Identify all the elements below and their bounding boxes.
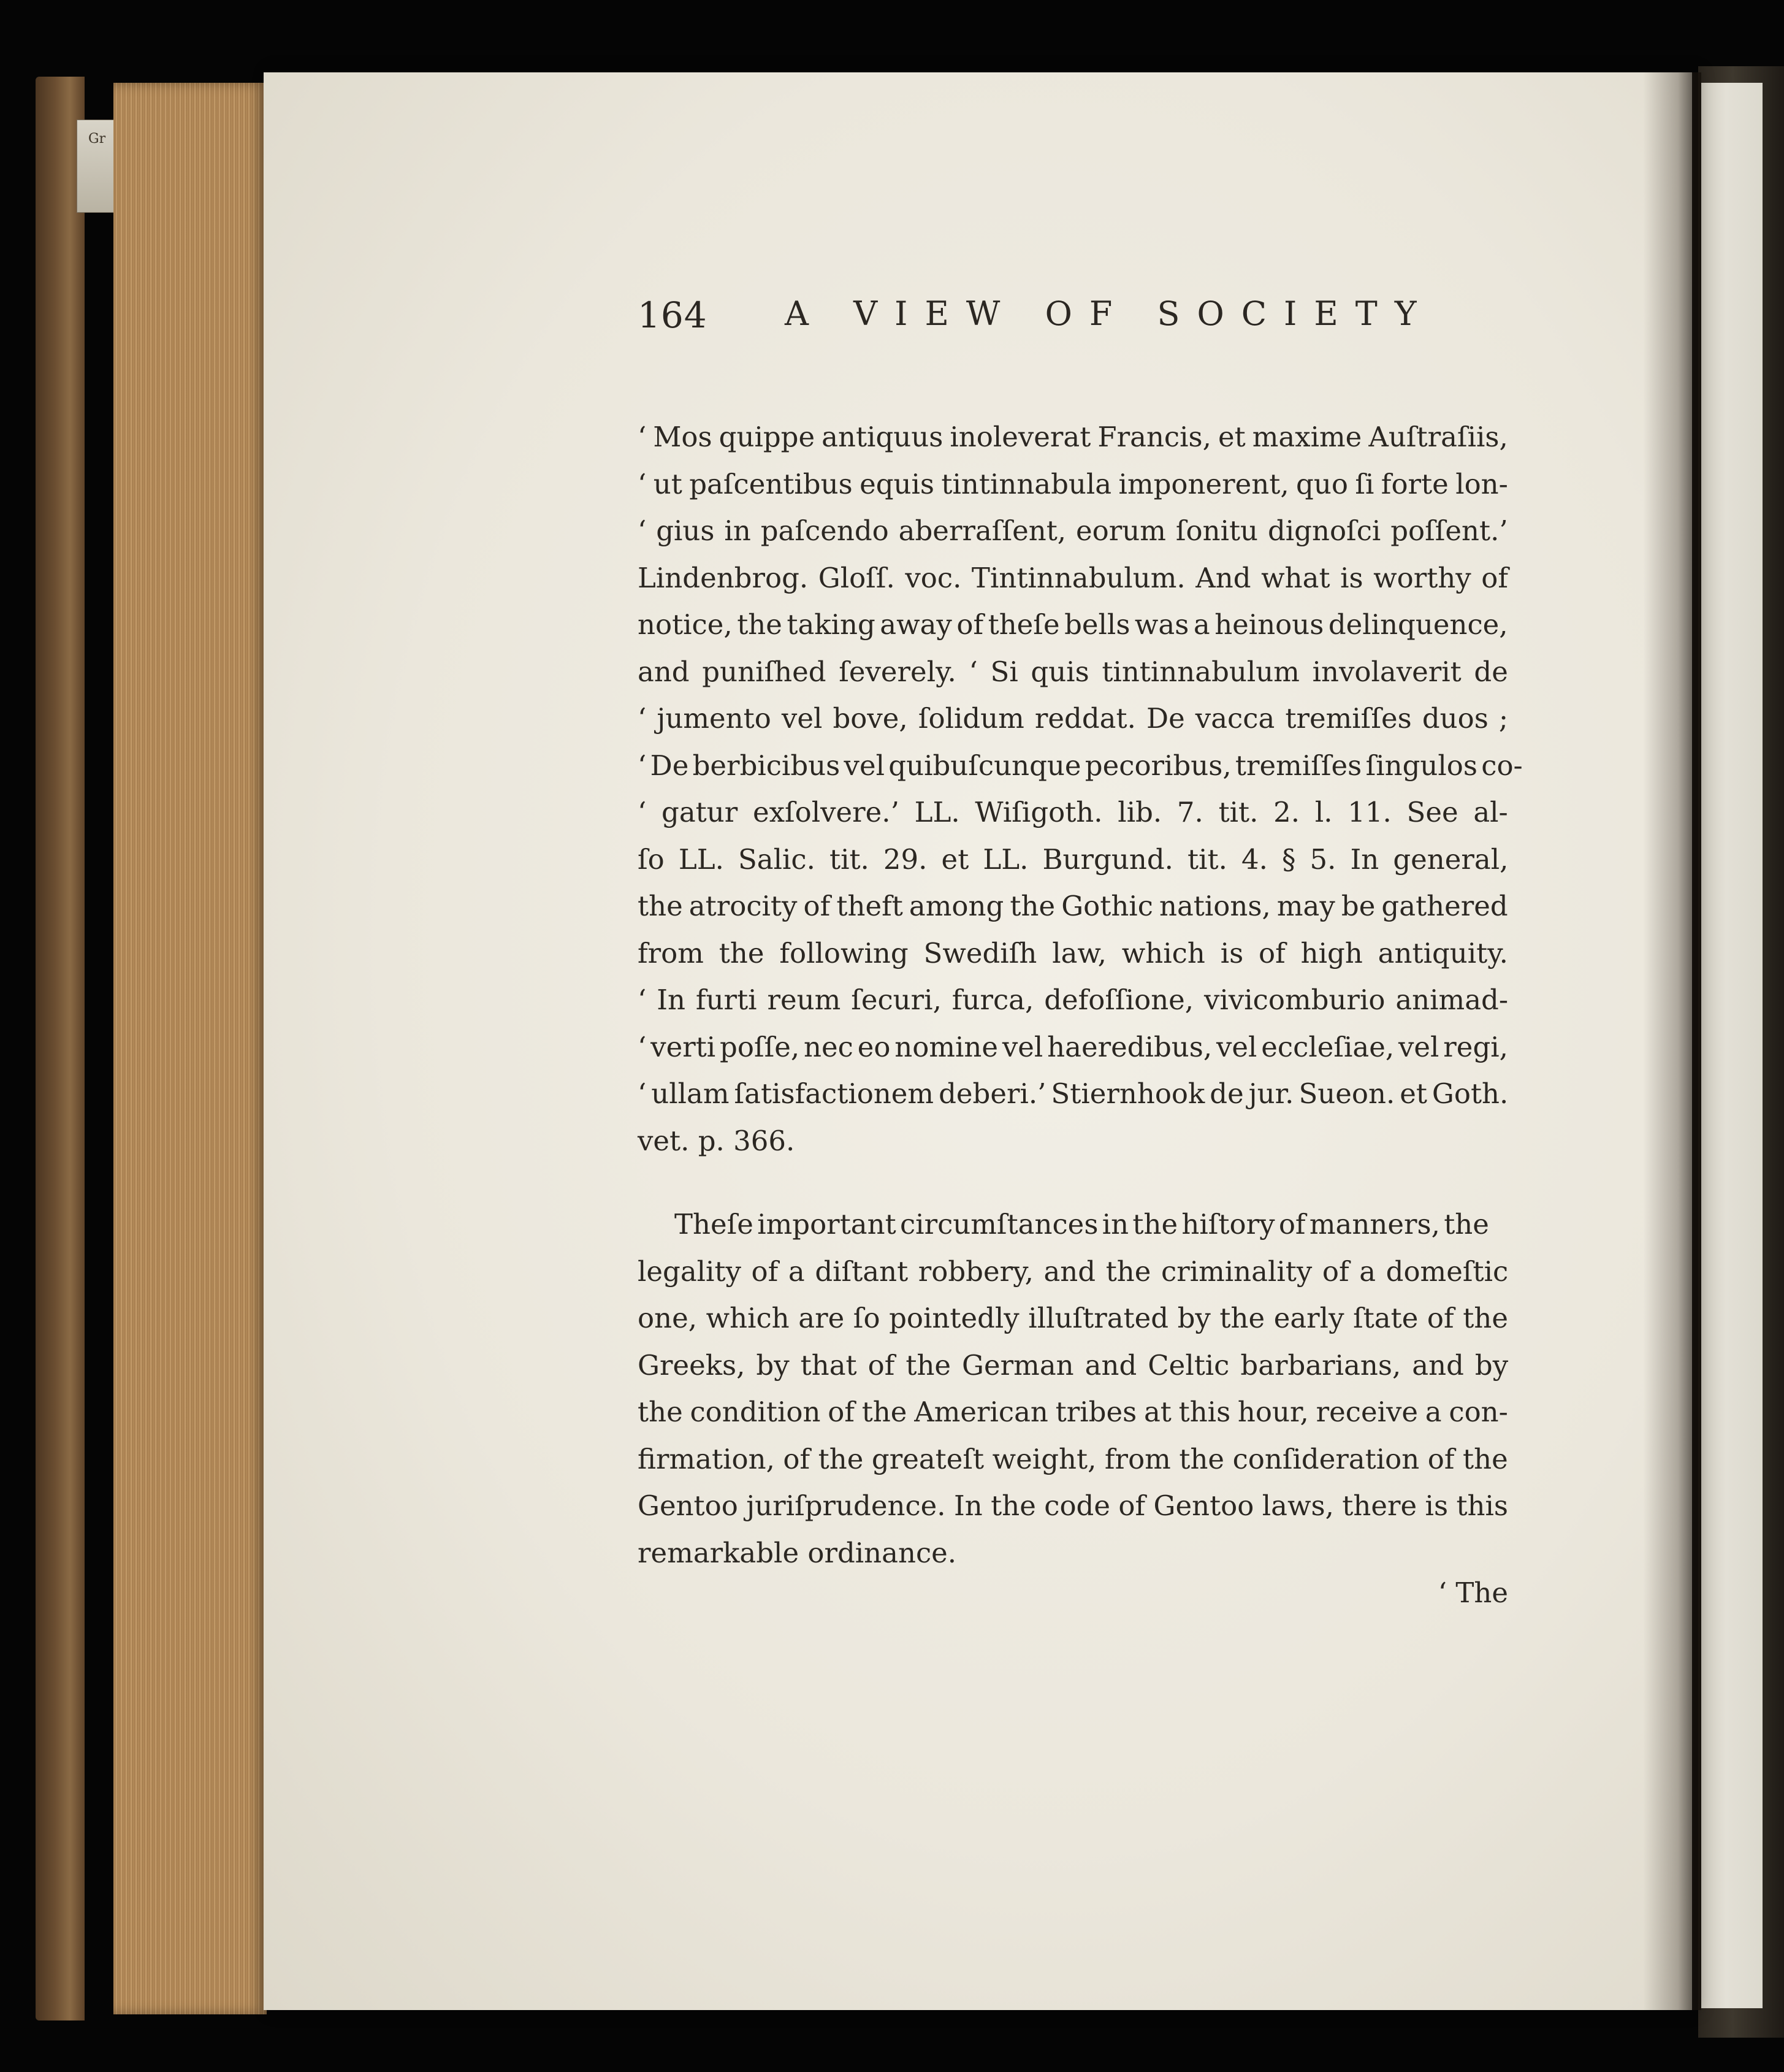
text-line: ‘ ullam ſatisfactionem deberi.’ Stiernhook de jur. Sueon. et Goth. xyxy=(638,1077,1509,1110)
text-line: Greeks, by that of the German and Celtic barbarians, and by xyxy=(638,1348,1509,1382)
text-line: vet. p. 366. xyxy=(638,1124,795,1157)
gutter-shadow xyxy=(1643,72,1701,2010)
running-title: A VIEW OF SOCIETY xyxy=(785,294,1434,333)
page-text-block xyxy=(638,288,1523,1609)
page-number: 164 xyxy=(638,294,707,336)
text-line: firmation, of the greateſt weight, from the conſideration of the xyxy=(638,1442,1508,1475)
text-line: ſo LL. Salic. tit. 29. et LL. Burgund. tit. 4. § 5. In general, xyxy=(638,843,1509,876)
text-line: ‘ gius in paſcendo aberraſſent, eorum ſonitu dignoſci poſſent.’ xyxy=(638,514,1508,547)
left-cover-board xyxy=(36,77,85,2020)
text-line: Theſe important circumſtances in the hiſtory of manners, the xyxy=(674,1208,1489,1241)
text-line: ‘ De berbicibus vel quibuſcunque pecoribus, tremiſſes ſingulos co- xyxy=(638,749,1523,782)
text-line: ‘ jumento vel bove, ſolidum reddat. De vacca tremiſſes duos ; xyxy=(638,702,1509,735)
text-line: ‘ gatur exſolvere.’ LL. Wiſigoth. lib. 7. tit. 2. l. 11. See al- xyxy=(638,796,1508,828)
running-header xyxy=(638,288,1508,343)
text-line: the condition of the American tribes at this hour, receive a con- xyxy=(638,1396,1508,1428)
page-edges-left xyxy=(113,83,267,2014)
spine-label-text: Gr xyxy=(88,131,106,147)
text-line: Gentoo juriſprudence. In the code of Gentoo laws, there is this xyxy=(638,1489,1508,1522)
text-line: legality of a diſtant robbery, and the criminality of a domeſtic xyxy=(638,1255,1509,1288)
spine-label-slip xyxy=(77,120,116,213)
text-line: notice, the taking away of theſe bells was a heinous delinquence, xyxy=(638,608,1508,641)
text-line: remarkable ordinance. xyxy=(638,1536,957,1569)
facing-page-edge xyxy=(1701,83,1763,2008)
text-line: ‘ Mos quippe antiquus inoleverat Francis, et maxime Auſtraſiis, xyxy=(638,421,1508,453)
text-line: ‘ In furti reum ſecuri, furca, defoſſione, vivicomburio animad- xyxy=(638,984,1509,1016)
text-line: and puniſhed ſeverely. ‘ Si quis tintinnabulum involaverit de xyxy=(638,655,1508,688)
footnote-quotation xyxy=(638,414,1523,1164)
text-line: the atrocity of theft among the Gothic nations, may be gathered xyxy=(638,890,1508,922)
body-paragraph xyxy=(638,1201,1508,1577)
text-line: ‘ verti poſſe, nec eo nomine vel haeredibus, vel eccleſiae, vel regi, xyxy=(638,1030,1508,1063)
catchword: ‘ The xyxy=(1438,1577,1508,1609)
text-line: one, which are ſo pointedly illuſtrated by the early ſtate of the xyxy=(638,1302,1508,1334)
text-line: ‘ ut paſcentibus equis tintinnabula imponerent, quo ſi forte lon- xyxy=(638,467,1508,500)
text-line: Lindenbrog. Gloſſ. voc. Tintinnabulum. And what is worthy of xyxy=(638,561,1509,594)
text-line: from the following Swediſh law, which is of high antiquity. xyxy=(638,936,1508,969)
